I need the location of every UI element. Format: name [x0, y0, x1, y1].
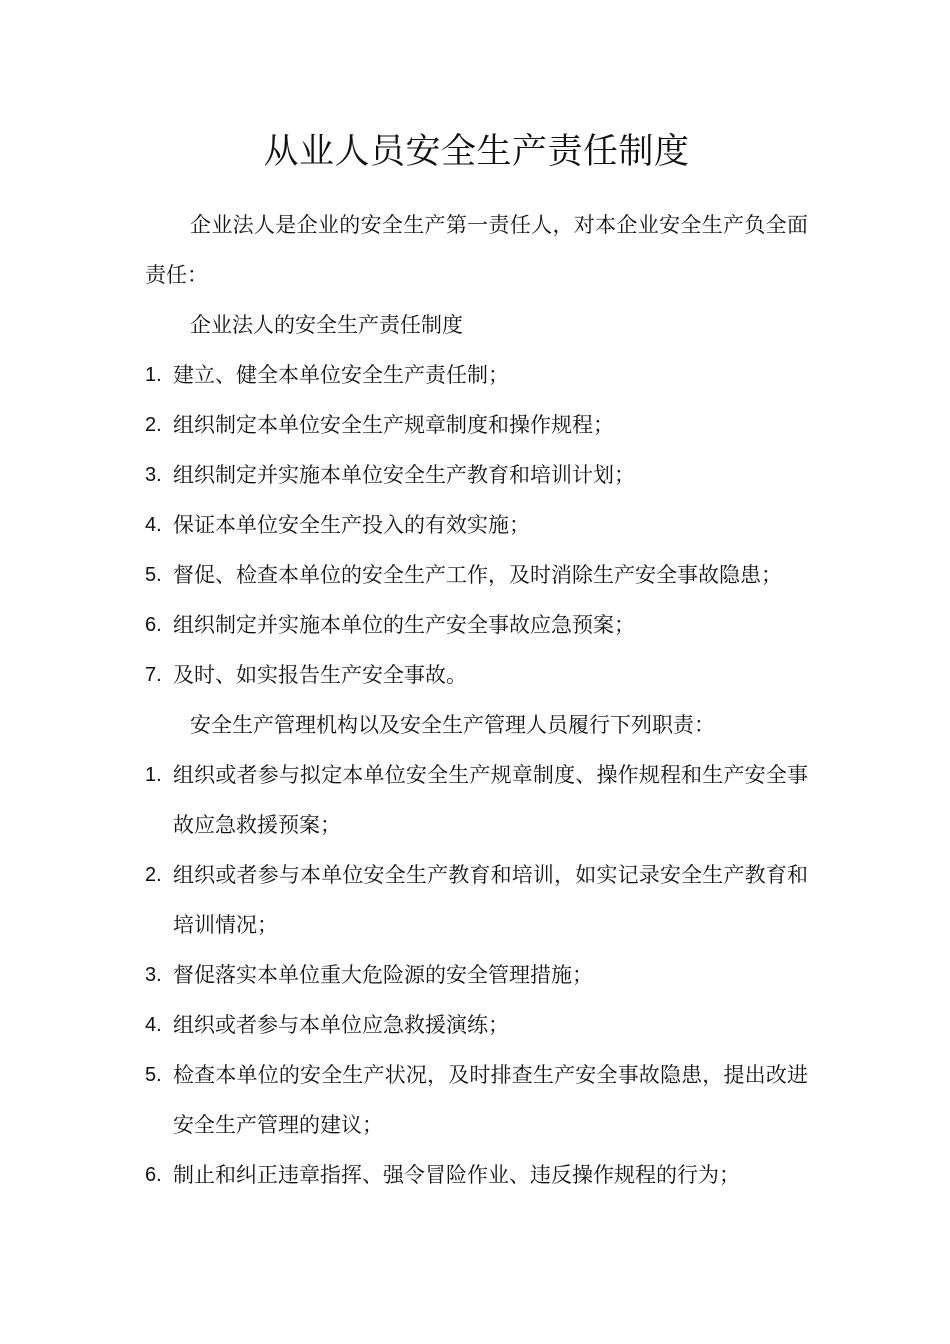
item-text: 组织或者参与本单位安全生产教育和培训，如实记录安全生产教育和培训情况；: [173, 863, 808, 937]
item-text: 组织制定并实施本单位的生产安全事故应急预案；: [173, 613, 635, 637]
item-text: 组织或者参与拟定本单位安全生产规章制度、操作规程和生产安全事故应急救援预案；: [173, 763, 808, 837]
intro-paragraph: 企业法人是企业的安全生产第一责任人，对本企业安全生产负全面责任：: [145, 213, 808, 287]
list-item: [145, 650, 808, 700]
item-number: 5.: [145, 1064, 162, 1086]
list-item: [145, 450, 808, 500]
list-item: [145, 500, 808, 550]
item-number: 4.: [145, 1014, 162, 1036]
list-item: [145, 750, 808, 850]
section2-list: [145, 750, 808, 1200]
item-number: 2.: [145, 864, 162, 886]
list-item: [145, 350, 808, 400]
item-number: 5.: [145, 564, 162, 586]
section1-heading: 企业法人的安全生产责任制度: [190, 313, 463, 337]
item-number: 1.: [145, 764, 162, 786]
item-text: 检查本单位的安全生产状况，及时排查生产安全事故隐患，提出改进安全生产管理的建议；: [173, 1063, 808, 1137]
item-text: 保证本单位安全生产投入的有效实施；: [173, 513, 530, 537]
list-item: [145, 550, 808, 600]
section2-heading: 安全生产管理机构以及安全生产管理人员履行下列职责：: [190, 713, 715, 737]
item-number: 3.: [145, 464, 162, 486]
list-item: [145, 1050, 808, 1150]
item-text: 督促落实本单位重大危险源的安全管理措施；: [173, 963, 593, 987]
item-text: 督促、检查本单位的安全生产工作，及时消除生产安全事故隐患；: [173, 563, 782, 587]
item-number: 3.: [145, 964, 162, 986]
item-number: 4.: [145, 514, 162, 536]
list-item: [145, 850, 808, 950]
item-text: 组织或者参与本单位应急救援演练；: [173, 1013, 509, 1037]
item-text: 建立、健全本单位安全生产责任制；: [173, 363, 509, 387]
item-text: 组织制定并实施本单位安全生产教育和培训计划；: [173, 463, 635, 487]
list-item: [145, 400, 808, 450]
item-number: 6.: [145, 614, 162, 636]
section1-list: [145, 350, 808, 700]
list-item: [145, 600, 808, 650]
item-number: 7.: [145, 664, 162, 686]
list-item: [145, 1150, 808, 1200]
item-number: 1.: [145, 364, 162, 386]
document-body: [145, 200, 808, 1200]
document-title: 从业人员安全生产责任制度: [263, 132, 690, 172]
item-number: 6.: [145, 1164, 162, 1186]
list-item: [145, 950, 808, 1000]
item-text: 组织制定本单位安全生产规章制度和操作规程；: [173, 413, 614, 437]
item-text: 制止和纠正违章指挥、强令冒险作业、违反操作规程的行为；: [173, 1163, 740, 1187]
item-text: 及时、如实报告生产安全事故。: [173, 663, 467, 687]
list-item: [145, 1000, 808, 1050]
item-number: 2.: [145, 414, 162, 436]
